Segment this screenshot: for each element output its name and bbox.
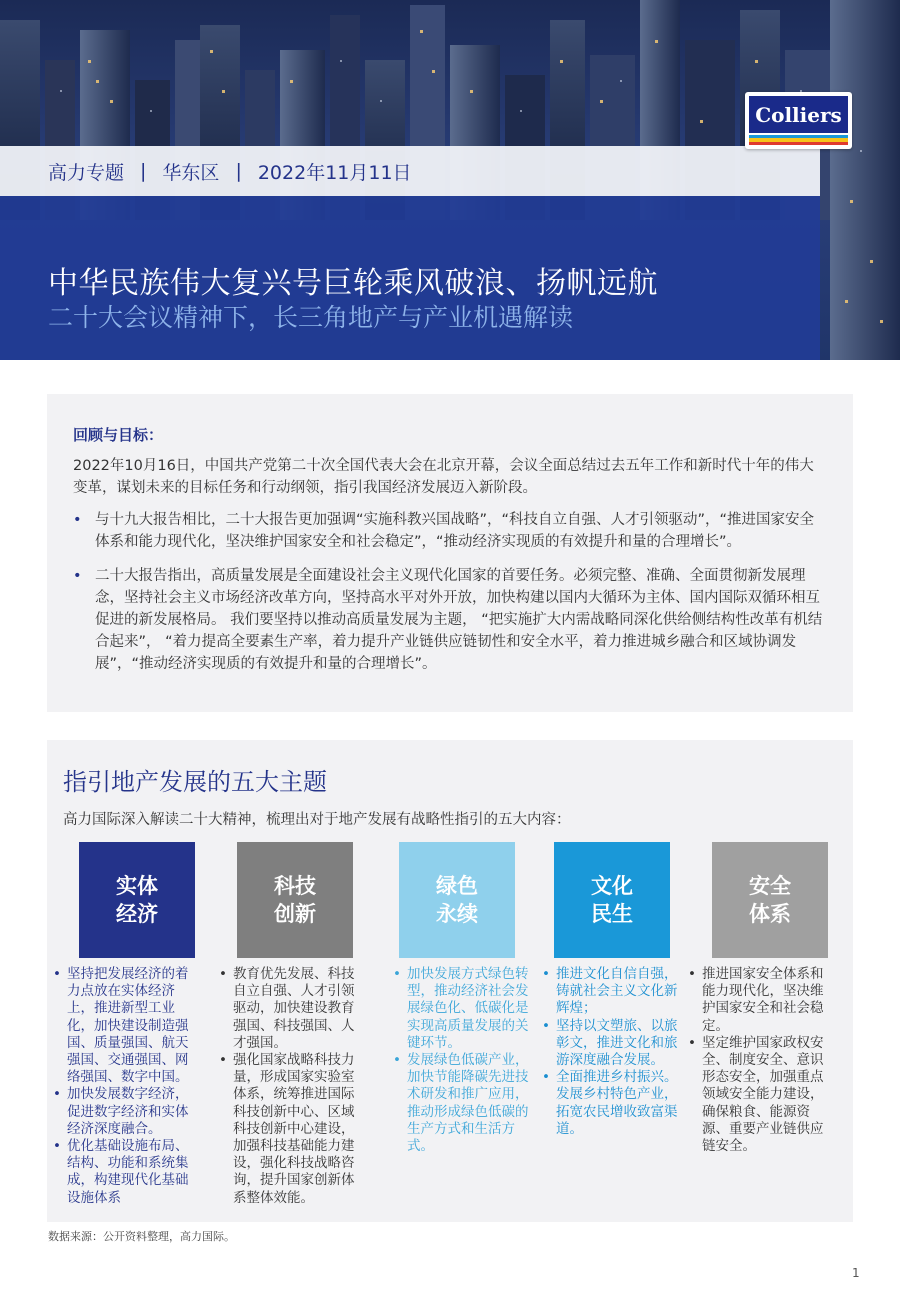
list-item: • 与十九大报告相比，二十大报告更加强调“实施科教兴国战略”，“科技自立自强、人才引领驱动”，“推进国家安全体系和能力现代化，坚决维护国家安全和社会稳定”，“推动经济实现质的有效提升和量的合理增长”。 [73,509,827,553]
list-item: • 坚持以文塑旅、以旅彰文，推进文化和旅游深度融合发展。 [542,1018,688,1070]
separator: | [235,160,242,182]
theme-column-green [393,966,539,1155]
list-item: • 教育优先发展、科技自立自强、人才引领驱动，加快建设教育强国、科技强国、人才强国。 [219,966,365,1052]
report-date: 2022年11月11日 [257,161,412,184]
tile-label-line1: 绿色 [436,874,478,898]
logo-stripes [749,135,848,145]
list-item: • 加快发展方式绿色转型，推动经济社会发展绿色化、低碳化是实现高质量发展的关键环节。 [393,966,539,1052]
themes-title: 指引地产发展的五大主题 [63,768,327,796]
list-item: • 发展绿色低碳产业，加快节能降碳先进技术研发和推广应用，推动形成绿色低碳的生产方式和生活方式。 [393,1052,539,1155]
colliers-logo [745,92,852,149]
tile-label-line2: 创新 [274,902,316,926]
themes-intro: 高力国际深入解读二十大精神，梳理出对于地产发展有战略性指引的五大内容： [63,812,571,828]
list-item: • 强化国家战略科技力量，形成国家实验室体系，统筹推进国际科技创新中心、区域科技创新中心建设，加强科技基础能力建设，强化科技战略咨询，提升国家创新体系整体效能。 [219,1052,365,1207]
list-item: • 加快发展数字经济，促进数字经济和实体经济深度融合。 [53,1086,199,1138]
separator: | [140,160,147,182]
tile-label-line1: 文化 [591,874,633,898]
data-source-note: 数据来源：公开资料整理，高力国际。 [48,1230,235,1243]
tile-label-line2: 体系 [749,902,791,926]
report-series: 高力专题 [48,161,125,184]
theme-tile-real-economy [79,842,195,958]
hero-banner [0,0,900,360]
review-bullets [73,509,827,675]
review-heading: 回顾与目标： [73,426,164,444]
page-title: 中华民族伟大复兴号巨轮乘风破浪、扬帆远航 [48,266,658,301]
theme-tile-green [399,842,515,958]
theme-column-culture [542,966,688,1138]
tile-label-line1: 安全 [749,874,791,898]
meta-bar [0,146,820,196]
tile-label-line1: 实体 [116,874,158,898]
themes-section [47,740,853,1222]
tile-label-line1: 科技 [274,874,316,898]
tile-label-line2: 经济 [116,902,158,926]
page-number: 1 [852,1266,860,1280]
page-subtitle: 二十大会议精神下，长三角地产与产业机遇解读 [48,303,574,332]
tile-label-line2: 永续 [436,902,478,926]
theme-tile-tech-innovation [237,842,353,958]
list-item: • 坚定维护国家政权安全、制度安全、意识形态安全，加强重点领域安全能力建设，确保粮食、能源资源、重要产业链供应链安全。 [688,1035,834,1155]
list-item: • 推进文化自信自强，铸就社会主义文化新辉煌； [542,966,688,1018]
list-item: • 坚持把发展经济的着力点放在实体经济上，推进新型工业化，加快建设制造强国、质量强国、航天强国、交通强国、网络强国、数字中国。 [53,966,199,1086]
tile-label-line2: 民生 [591,902,633,926]
theme-column-real-economy [53,966,199,1207]
theme-column-tech-innovation [219,966,365,1207]
logo-wordmark: Colliers [749,96,848,133]
list-item: • 推进国家安全体系和能力现代化，坚决维护国家安全和社会稳定。 [688,966,834,1035]
theme-tile-culture [554,842,670,958]
review-paragraph: 2022年10月16日，中国共产党第二十次全国代表大会在北京开幕，会议全面总结过去五年工作和新时代十年的伟大变革，谋划未来的目标任务和行动纲领，指引我国经济发展迈入新阶段。 [73,458,814,496]
report-region: 华东区 [162,161,220,184]
list-item: • 二十大报告指出，高质量发展是全面建设社会主义现代化国家的首要任务。必须完整、准确、全面贯彻新发展理念，坚持社会主义市场经济改革方向，坚持高水平对外开放，加快构建以国内大循环为主体、国内国际双循环相互促进的新发展格局。 我们要坚持以推动高质量发展为主题， “把实施扩大内需战略同深化供给侧结构性改革有机结合起来”， “着力提高全要素生产率，着力提升产业链供应链韧性和安全水平，着力推进城乡融合和区域协调发展”，“推动经济实现质的有效提升和量的合理增长”。 [73,565,827,675]
review-section [47,394,853,712]
list-item: • 优化基础设施布局、结构、功能和系统集成，构建现代化基础设施体系 [53,1138,199,1207]
theme-column-security [688,966,834,1155]
list-item: • 全面推进乡村振兴。发展乡村特色产业，拓宽农民增收致富渠道。 [542,1069,688,1138]
theme-tile-security [712,842,828,958]
